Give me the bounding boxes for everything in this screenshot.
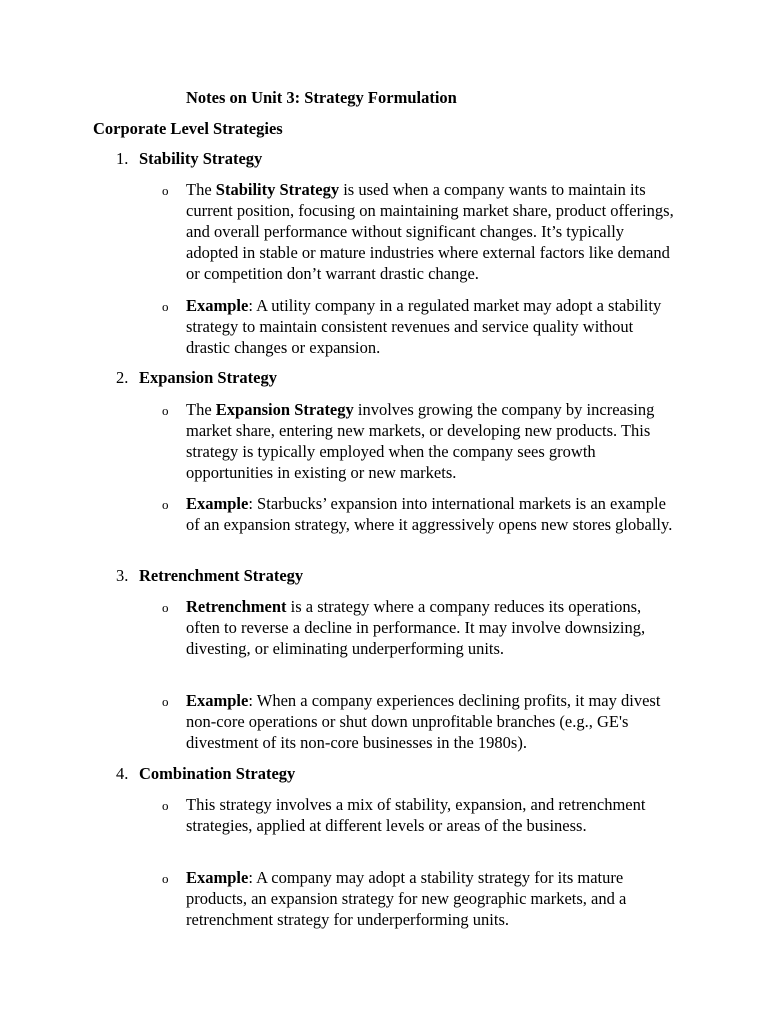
- bullet-lead-text: The: [186, 180, 216, 199]
- section-heading: Corporate Level Strategies: [93, 119, 283, 138]
- strategy-number: 1.: [116, 149, 129, 168]
- bullet-point: [162, 295, 676, 358]
- bullet-marker-icon: o: [162, 299, 169, 314]
- bullet-bold-term: Example: [186, 691, 249, 710]
- strategy-name: Retrenchment Strategy: [139, 566, 304, 585]
- bullet-text: This strategy involves a mix of stability, expansion, and retrenchment strategies, applied at different levels or areas of the business.: [186, 795, 646, 835]
- bullet-marker-icon: o: [162, 871, 169, 886]
- bullet-text: : Starbucks’ expansion into international markets is an example of an expansion strategy, where it aggressively opens new stores globally.: [186, 494, 673, 534]
- bullet-bold-term: Stability Strategy: [215, 180, 340, 199]
- bullet-text: : A company may adopt a stability strategy for its mature products, an expansion strategy for new geographic markets, and a retrenchment strategy for underperforming units.: [186, 868, 627, 929]
- bullet-point: [162, 179, 676, 284]
- strategy-name: Stability Strategy: [139, 149, 263, 168]
- bullet-point: [162, 690, 676, 753]
- bullet-text: : A utility company in a regulated market may adopt a stability strategy to maintain consistent revenues and service quality without drastic changes or expansion.: [186, 296, 662, 357]
- bullet-text: : When a company experiences declining profits, it may divest non-core operations or shut down unprofitable branches (e.g., GE's divestment of its non-core businesses in the 1980s).: [186, 691, 661, 752]
- bullet-text: is a strategy where a company reduces its operations, often to reverse a decline in performance. It may involve downsizing, divesting, or eliminating underperforming units.: [186, 597, 646, 658]
- bullet-point: [162, 493, 676, 535]
- bullet-bold-term: Retrenchment: [186, 597, 287, 616]
- bullet-bold-term: Expansion Strategy: [215, 400, 354, 419]
- bullet-text: is used when a company wants to maintain its current position, focusing on maintaining market share, product offerings, and overall performance without significant changes. It’s typically adopted in stable or mature industries where external factors like demand or competition don’t warrant drastic change.: [186, 180, 674, 283]
- strategy-heading: [116, 565, 303, 586]
- bullet-marker-icon: o: [162, 694, 169, 709]
- bullet-point: [162, 867, 676, 930]
- strategy-heading: [116, 763, 295, 784]
- bullet-point: [162, 596, 676, 659]
- bullet-marker-icon: o: [162, 600, 169, 615]
- strategy-heading: [116, 367, 277, 388]
- bullet-marker-icon: o: [162, 183, 169, 198]
- bullet-bold-term: Example: [186, 296, 249, 315]
- strategy-number: 2.: [116, 368, 129, 387]
- bullet-marker-icon: o: [162, 497, 169, 512]
- bullet-point: [162, 794, 676, 836]
- bullet-text: involves growing the company by increasing market share, entering new markets, or developing new products. This strategy is typically employed when the company sees growth opportunities in existing or new markets.: [186, 400, 655, 482]
- bullet-lead-text: The: [186, 400, 216, 419]
- bullet-marker-icon: o: [162, 798, 169, 813]
- bullet-point: [162, 399, 676, 483]
- page-title: Notes on Unit 3: Strategy Formulation: [186, 88, 457, 107]
- strategy-number: 3.: [116, 566, 129, 585]
- bullet-bold-term: Example: [186, 494, 249, 513]
- bullet-bold-term: Example: [186, 868, 249, 887]
- strategy-heading: [116, 148, 262, 169]
- strategy-name: Combination Strategy: [139, 764, 296, 783]
- strategy-number: 4.: [116, 764, 129, 783]
- strategy-name: Expansion Strategy: [139, 368, 277, 387]
- bullet-marker-icon: o: [162, 403, 169, 418]
